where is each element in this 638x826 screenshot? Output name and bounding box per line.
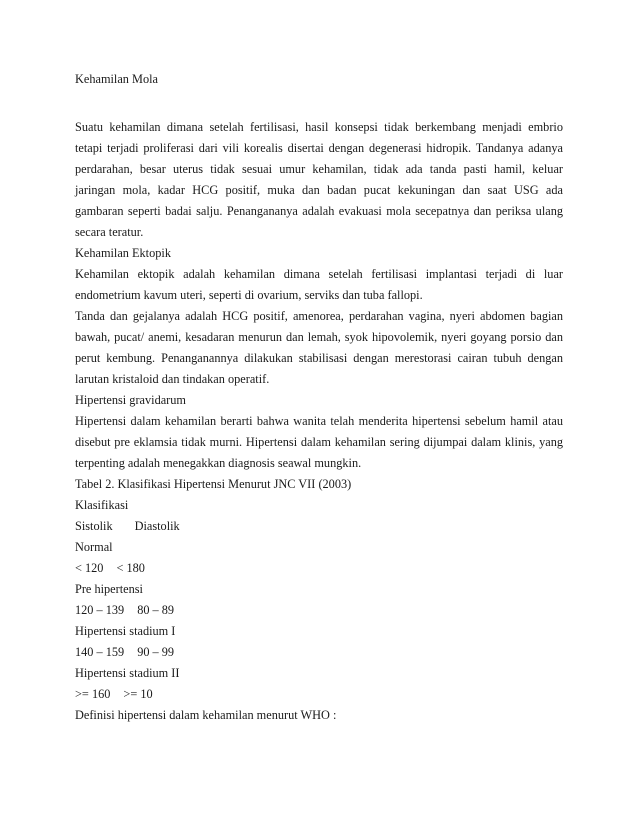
sistolik-value: >= 160 — [75, 687, 111, 701]
paragraph-line: perdarahan, besar uterus tidak sesuai umur kehamilan, tidak ada tanda pasti hamil, keluar — [75, 162, 563, 176]
sistolik-value: 120 – 139 — [75, 603, 125, 617]
paragraph-line: Kehamilan ektopik adalah kehamilan dimana setelah fertilisasi implantasi terjadi di luar — [75, 267, 563, 281]
sistolik-value: 140 – 159 — [75, 645, 125, 659]
paragraph-line: tetapi terjadi proliferasi dari vili korealis disertai dengan degenerasi hidropik. Tandanya adanya — [75, 141, 563, 155]
paragraph-line: Tanda dan gejalanya adalah HCG positif, amenorea, perdarahan vagina, nyeri abdomen bagian — [75, 309, 563, 323]
table-row — [75, 602, 174, 618]
paragraph-line: jaringan mola, kadar HCG positif, muka dan badan pucat kekuningan dan saat USG ada — [75, 183, 563, 197]
row-label: Normal — [75, 540, 113, 554]
paragraph-line: disebut pre eklamsia tidak murni. Hipertensi dalam kehamilan sering dijumpai dalam klinis, yang — [75, 435, 563, 449]
diastolik-value: >= 10 — [123, 687, 153, 701]
table-row — [75, 560, 145, 576]
paragraph-line: Hipertensi dalam kehamilan berarti bahwa wanita telah menderita hipertensi sebelum hamil atau — [75, 414, 563, 428]
diastolik-value: 80 – 89 — [137, 603, 175, 617]
table-title: Klasifikasi — [75, 498, 129, 512]
table-row — [75, 686, 153, 702]
paragraph-line: bawah, pucat/ anemi, kesadaran menurun dan lemah, syok hipovolemik, nyeri goyang porsio dan — [75, 330, 563, 344]
table-row — [75, 644, 174, 660]
row-label: Pre hipertensi — [75, 582, 143, 596]
diastolik-value: < 180 — [116, 561, 145, 575]
row-label: Hipertensi stadium I — [75, 624, 176, 638]
diastolik-value: 90 – 99 — [137, 645, 175, 659]
paragraph-line: terpenting adalah menegakkan diagnosis seawal mungkin. — [75, 456, 362, 470]
column-header-sistolik: Sistolik — [75, 519, 113, 533]
paragraph-line: secara teratur. — [75, 225, 144, 239]
paragraph-line: gambaran seperti badai salju. Penangananya adalah evakuasi mola secepatnya dan periksa ulang — [75, 204, 563, 218]
table-caption: Tabel 2. Klasifikasi Hipertensi Menurut JNC VII (2003) — [75, 477, 352, 491]
definition-line: Definisi hipertensi dalam kehamilan menurut WHO : — [75, 708, 337, 722]
sistolik-value: < 120 — [75, 561, 104, 575]
heading-hipertensi-gravidarum: Hipertensi gravidarum — [75, 393, 186, 407]
heading-kehamilan-ektopik: Kehamilan Ektopik — [75, 246, 171, 260]
row-label: Hipertensi stadium II — [75, 666, 180, 680]
paragraph-line: endometrium kavum uteri, seperti di ovarium, serviks dan tuba fallopi. — [75, 288, 423, 302]
paragraph-line: larutan kristaloid dan tindakan operatif. — [75, 372, 270, 386]
paragraph-line: perut kembung. Penanganannya dilakukan stabilisasi dengan merestorasi cairan tubuh dengan — [75, 351, 563, 365]
paragraph-line: Suatu kehamilan dimana setelah fertilisasi, hasil konsepsi tidak berkembang menjadi embrio — [75, 120, 563, 134]
heading-kehamilan-mola: Kehamilan Mola — [75, 72, 158, 86]
table-header-row — [75, 518, 180, 534]
column-header-diastolik: Diastolik — [134, 519, 180, 533]
